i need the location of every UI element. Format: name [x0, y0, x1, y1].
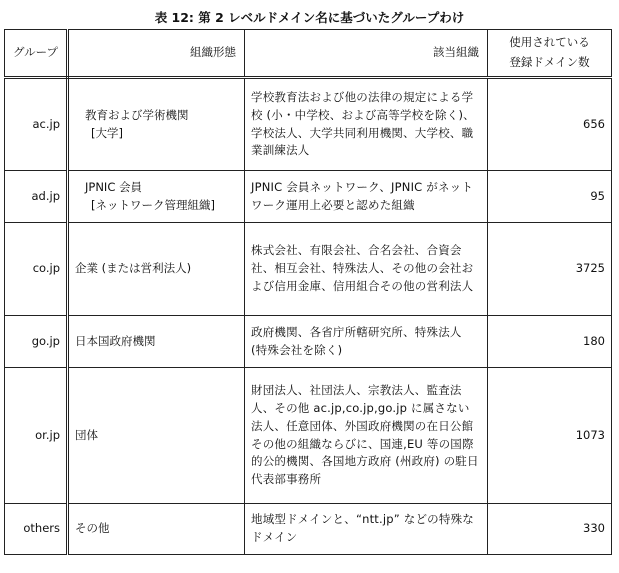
org-type-cell: 企業 (または営利法人)	[68, 223, 245, 316]
count-cell: 95	[488, 171, 612, 223]
group-cell: go.jp	[5, 316, 68, 368]
applicable-cell: 学校教育法および他の法律の規定による学校 (小・中学校、および高等学校を除く)、学校法人、大学共同利用機関、大学校、職業訓練法人	[245, 78, 488, 171]
table-caption: 表 12: 第 2 レベルドメイン名に基づいたグループわけ	[154, 10, 465, 25]
group-cell: co.jp	[5, 223, 68, 316]
group-cell: or.jp	[5, 368, 68, 504]
group-cell: ad.jp	[5, 171, 68, 223]
header-applicable: 該当組織	[245, 30, 488, 78]
count-cell: 1073	[488, 368, 612, 504]
header-count-line2: 登録ドメイン数	[509, 55, 590, 69]
org-type-cell	[68, 78, 245, 171]
applicable-cell: 地域型ドメインと、“ntt.jp” などの特殊なドメイン	[245, 504, 488, 555]
org-type-cell: その他	[68, 504, 245, 555]
org-type-cell: 日本国政府機関	[68, 316, 245, 368]
group-cell: ac.jp	[5, 78, 68, 171]
count-cell: 656	[488, 78, 612, 171]
domain-group-table	[4, 29, 612, 555]
applicable-cell: 財団法人、社団法人、宗教法人、監査法人、その他 ac.jp,co.jp,go.jp に属さない法人、任意団体、外国政府機関の在日公館その他の組織ならびに、国連,EU 等の国際的公的機関、各国地方政府 (州政府) の駐日代表部事務所	[245, 368, 488, 504]
header-group: グループ	[5, 30, 68, 78]
header-org-type: 組織形態	[68, 30, 245, 78]
header-row	[5, 30, 612, 78]
org-type-cell: 団体	[68, 368, 245, 504]
table-row	[5, 368, 612, 504]
org-type-line2: [大学]	[91, 125, 123, 140]
group-cell: others	[5, 504, 68, 555]
table-row	[5, 504, 612, 555]
header-count-line1: 使用されている	[509, 35, 590, 50]
org-type-line1: 教育および学術機関	[85, 107, 189, 122]
applicable-cell: JPNIC 会員ネットワーク、JPNIC がネットワーク運用上必要と認めた組織	[245, 171, 488, 223]
table-row	[5, 316, 612, 368]
org-type-line2: [ネットワーク管理組織]	[91, 197, 215, 212]
org-type-cell	[68, 171, 245, 223]
count-cell: 3725	[488, 223, 612, 316]
table-row	[5, 171, 612, 223]
applicable-cell: 政府機関、各省庁所轄研究所、特殊法人 (特殊会社を除く)	[245, 316, 488, 368]
applicable-cell: 株式会社、有限会社、合名会社、合資会社、相互会社、特殊法人、その他の会社および信用金庫、信用組合その他の営利法人	[245, 223, 488, 316]
table-row	[5, 78, 612, 171]
count-cell: 330	[488, 504, 612, 555]
header-domain-count	[488, 30, 612, 78]
org-type-line1: JPNIC 会員	[85, 179, 143, 194]
count-cell: 180	[488, 316, 612, 368]
table-row	[5, 223, 612, 316]
